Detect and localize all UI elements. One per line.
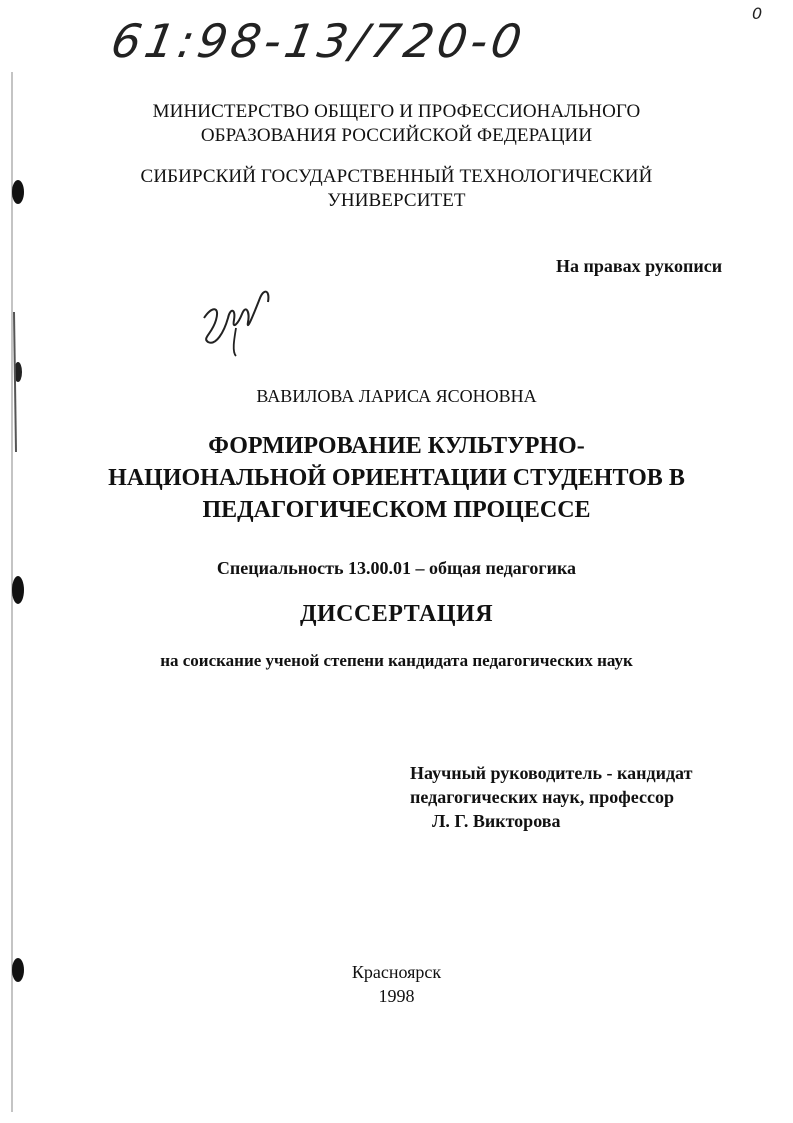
supervisor-line-2: педагогических наук, профессор xyxy=(410,787,674,807)
city: Красноярск xyxy=(351,962,442,982)
city-year-block xyxy=(0,960,793,1008)
dissertation-title xyxy=(0,430,793,526)
university-line-1: СИБИРСКИЙ ГОСУДАРСТВЕННЫЙ ТЕХНОЛОГИЧЕСКИЙ xyxy=(140,166,653,187)
title-line-3: ПЕДАГОГИЧЕСКОМ ПРОЦЕССЕ xyxy=(202,497,591,523)
title-line-1: ФОРМИРОВАНИЕ КУЛЬТУРНО- xyxy=(208,433,585,459)
document-type: ДИССЕРТАЦИЯ xyxy=(299,601,494,627)
supervisor-block xyxy=(410,761,692,833)
title-line-2: НАЦИОНАЛЬНОЙ ОРИЕНТАЦИИ СТУДЕНТОВ В xyxy=(108,465,685,491)
year: 1998 xyxy=(378,986,415,1006)
supervisor-line-1: Научный руководитель - кандидат xyxy=(410,763,693,783)
supervisor-name: Л. Г. Викторова xyxy=(432,811,561,831)
author-name: ВАВИЛОВА ЛАРИСА ЯСОНОВНА xyxy=(256,386,537,406)
handwritten-signature xyxy=(198,278,278,358)
handwritten-archive-code: 61:98-13/720-0 xyxy=(107,14,530,68)
specialty-line: Специальность 13.00.01 – общая педагогика xyxy=(216,558,577,578)
rights-note: На правах рукописи xyxy=(556,256,723,276)
university-line-2: УНИВЕРСИТЕТ xyxy=(327,190,466,211)
scan-edge-marks xyxy=(6,72,28,1112)
university-header xyxy=(0,165,793,213)
ministry-line-1: МИНИСТЕРСТВО ОБЩЕГО И ПРОФЕССИОНАЛЬНОГО xyxy=(152,101,641,122)
handwritten-corner-mark: 0 xyxy=(752,4,763,23)
degree-line: на соискание ученой степени кандидата педагогических наук xyxy=(160,651,633,670)
ministry-line-2: ОБРАЗОВАНИЯ РОССИЙСКОЙ ФЕДЕРАЦИИ xyxy=(200,125,593,146)
ministry-header xyxy=(0,100,793,148)
